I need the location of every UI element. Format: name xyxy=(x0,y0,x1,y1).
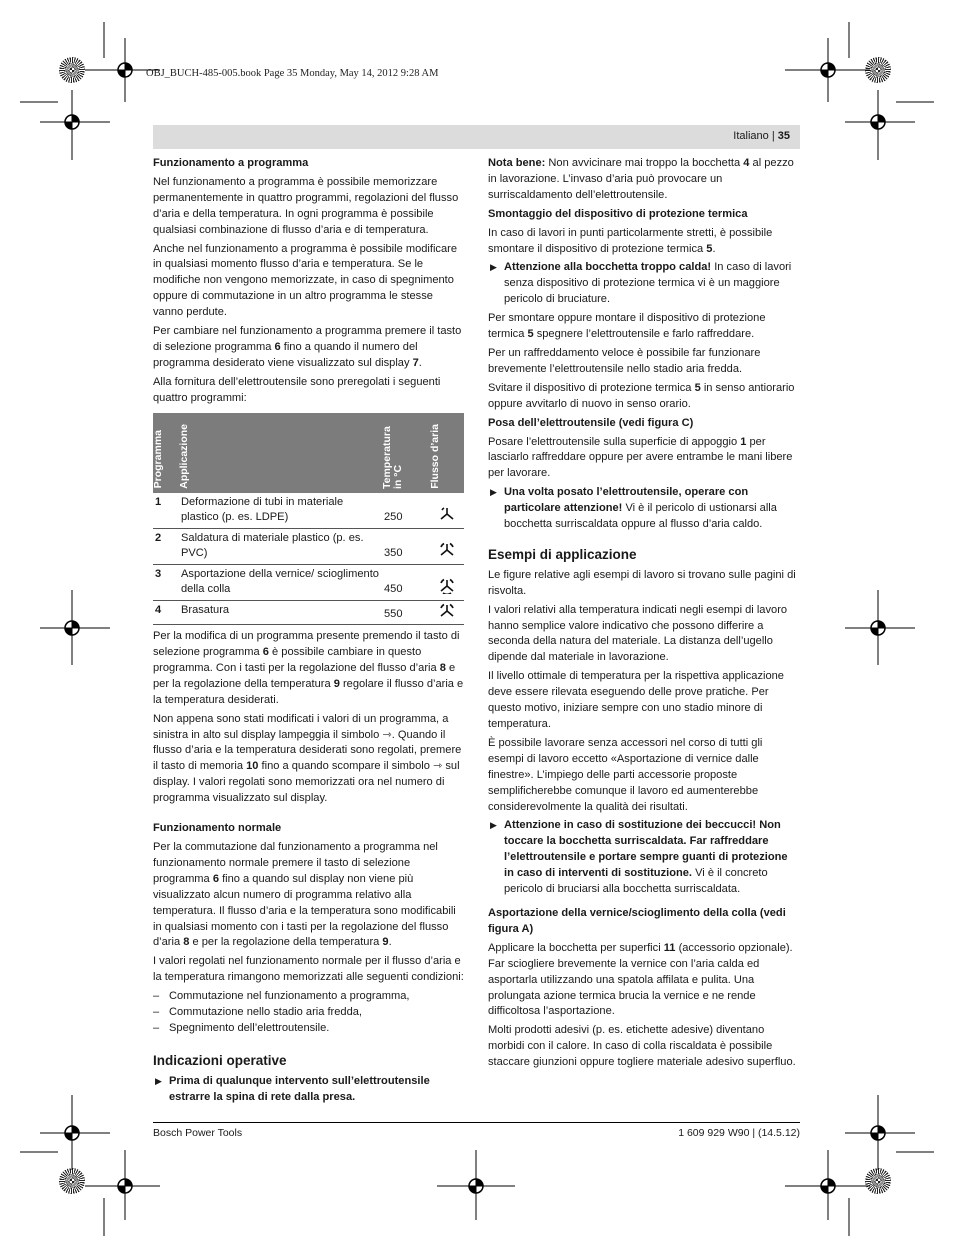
memory-blink-icon: ⇾ xyxy=(432,760,443,773)
footer-rule xyxy=(153,1122,800,1123)
header-text xyxy=(733,130,790,142)
program-table xyxy=(153,413,464,626)
program-temperature: 250 xyxy=(382,493,430,529)
airflow-2-icon xyxy=(438,603,456,619)
table-row xyxy=(153,528,464,564)
section-heading: Indicazioni operative xyxy=(153,1052,287,1068)
paragraph: Nota bene: Non avvicinare mai troppo la bocchetta 4 al pezzo in lavorazione. L’invaso d’aria può provocare un surriscaldamento dell’elettroutensile. xyxy=(488,157,794,201)
header-separator: | xyxy=(771,130,775,142)
paragraph: Il livello ottimale di temperatura per la rispettiva applicazione deve essere rilevata eseguendo delle prove pratiche. Per questo motivo, iniziare sempre con uno stadio minore di temperatura. xyxy=(488,670,784,730)
warning-bullet: ▶ Attenzione in caso di sostituzione dei beccucci! Non toccare la bocchetta surriscaldata. Far raffreddare l’elettroutensile e portare sempre guanti di protezione in caso di interventi di sostituzione. Vi è il concreto pericolo di bruciarsi alla bocchetta surriscaldata. xyxy=(490,819,788,896)
memory-blink-icon: ⇾ xyxy=(382,728,392,741)
paragraph: Per smontare oppure montare il dispositivo di protezione termica 5 spegnere l’elettroutensile e farlo raffreddare. xyxy=(488,312,766,341)
page-header xyxy=(153,125,800,149)
paragraph: Per un raffreddamento veloce è possibile far funzionare brevemente l’elettroutensile nello stadio aria fredda. xyxy=(488,346,761,375)
section-title: Funzionamento a programma xyxy=(153,157,309,169)
bullet-triangle-icon: ▶ xyxy=(490,487,497,498)
paragraph: Svitare il dispositivo di protezione termica 5 in senso antiorario oppure avvitarlo di nuovo in senso orario. xyxy=(488,381,795,410)
footer-brand: Bosch Power Tools xyxy=(153,1127,243,1139)
column-header: Flusso d’aria xyxy=(429,423,441,489)
section-title: Funzionamento normale xyxy=(153,822,282,835)
section-title: Posa dell’elettroutensile (vedi figura C) xyxy=(488,416,694,429)
list-item: – Commutazione nel funzionamento a programma, xyxy=(153,990,410,1003)
table-row xyxy=(153,600,464,625)
right-column xyxy=(488,156,799,1074)
section-title: Smontaggio del dispositivo di protezione termica xyxy=(488,207,748,220)
paragraph: È possibile lavorare senza accessori nel corso di tutti gli esempi di lavoro eccetto «Asportazione di vernice dalle finestre». L’impiego delle parti accessorie proposte semplificherebbe comunque il lavoro ed aumenterebbe considerevolmente la qualità dei risultati. xyxy=(488,736,763,813)
program-temperature: 450 xyxy=(382,564,430,600)
program-temperature: 550 xyxy=(382,600,430,625)
warning-bullet: ▶ Una volta posato l’elettroutensile, operare con particolare attenzione! Vi è il pericolo di ustionarsi alla bocchetta surriscaldata oppure al flusso d’aria caldo. xyxy=(490,486,777,531)
program-number: 2 xyxy=(153,528,179,564)
paragraph: Posare l’elettroutensile sulla superficie di appoggio 1 per lasciarlo raffreddare oppure per avere entrambe le mani libere per lavorare. xyxy=(488,435,793,480)
paragraph: Per la modifica di un programma presente premendo il tasto di selezione programma 6 è possibile cambiare in questo programma. Con i tasti per la regolazione del flusso d’aria 8 e per la regolazione della temperatura 9 regolare il flusso d’aria e la temperatura desiderati. xyxy=(153,630,464,706)
paragraph: Anche nel funzionamento a programma è possibile modificare in qualsiasi momento flusso d’aria e temperatura. Se le modifiche non vengono memorizzate, in caso di spegnimento oppure di commutazione in un altro programma le stesse vanno perdute. xyxy=(153,242,458,319)
program-number: 4 xyxy=(153,600,179,625)
program-application: Saldatura di materiale plastico (p. es. PVC) xyxy=(179,528,382,564)
warning-bullet: ▶ Prima di qualunque intervento sull’elettroutensile estrarre la spina di rete dalla presa. xyxy=(155,1074,430,1103)
table-row xyxy=(153,493,464,529)
paragraph: In caso di lavori in punti particolarmente stretti, è possibile smontare il dispositivo di protezione termica 5. xyxy=(488,226,773,255)
list-item: – Spegnimento dell’elettroutensile. xyxy=(153,1021,330,1034)
program-application: Deformazione di tubi in materiale plastico (p. es. LDPE) xyxy=(179,493,382,529)
paragraph: Applicare la bocchetta per superfici 11 (accessorio opzionale). Far sciogliere brevemente la vernice con l’aria calda ed asportarla utilizzando una spatola affilata e pulita. Una prolungata azione termica brucia la vernice e ne rende difficoltosa l’asportazione. xyxy=(488,941,793,1018)
paragraph: Molti prodotti adesivi (p. es. etichette adesive) diventano morbidi con il calore. In caso di colla riscaldata è possibile staccare giunzioni oppure togliere materiale adesivo superfluo. xyxy=(488,1024,796,1069)
paragraph: Nel funzionamento a programma è possibile memorizzare permanentemente in quattro programmi, regolazioni del flusso d’aria e della temperatura. In ogni programma è possibile qualsiasi combinazione di flusso d’aria e di temperatura. xyxy=(153,175,459,236)
paragraph: I valori relativi alla temperatura indicati negli esempi di lavoro hanno semplice valore indicativo che possono differire a seconda della natura del materiale. La distanza dell’ugello dipende dal materiale in lavorazione. xyxy=(488,603,788,664)
program-number: 1 xyxy=(153,493,179,529)
program-number: 3 xyxy=(153,564,179,600)
page-number: 35 xyxy=(777,130,790,142)
program-temperature: 350 xyxy=(382,528,430,564)
bullet-triangle-icon: ▶ xyxy=(490,262,497,273)
table-header-row xyxy=(153,413,464,493)
list-item: – Commutazione nello stadio aria fredda, xyxy=(153,1006,363,1019)
bullet-triangle-icon: ▶ xyxy=(155,1075,162,1086)
left-column xyxy=(153,156,464,1109)
paragraph: Per cambiare nel funzionamento a programma premere il tasto di selezione programma 6 fino a quando il numero del programma desiderato viene visualizzato sul display 7. xyxy=(153,325,462,369)
program-application: Brasatura xyxy=(179,600,382,625)
book-info-line: OBJ_BUCH-485-005.book Page 35 Monday, May 14, 2012 9:28 AM xyxy=(146,68,439,79)
header-language: Italiano xyxy=(733,130,769,142)
bullet-triangle-icon: ▶ xyxy=(490,820,497,831)
paragraph: Non appena sono stati modificati i valori di un programma, a sinistra in alto sul display lampeggia il simbolo ⇾. Quando il flusso d’aria e la temperatura desiderati sono regolati, premere il tasto di memoria 10 fino a quando scompare il simbolo ⇾ sul display. I valori regolati sono memorizzati ora nel numero di programma visualizzato sul display. xyxy=(153,712,462,805)
paragraph: Per la commutazione dal funzionamento a programma nel funzionamento normale premere il tasto di selezione programma 6 fino a quando sul display non viene più visualizzato alcun numero di programma relativo alla temperatura. Il flusso d’aria e la temperatura sono modificabili in qualsiasi momento con i tasti per la regolazione del flusso d’aria 8 e per la regolazione della temperatura 9. xyxy=(153,840,456,949)
paragraph: I valori regolati nel funzionamento normale per il flusso d’aria e la temperatura rimangono memorizzati alle seguenti condizioni: xyxy=(153,955,464,984)
paragraph: Alla fornitura dell’elettroutensile sono preregolati i seguenti quattro programmi: xyxy=(153,375,441,404)
airflow-3-icon xyxy=(438,578,456,594)
airflow-1-icon xyxy=(438,506,456,522)
airflow-2-icon xyxy=(438,542,456,558)
column-header: Programma xyxy=(152,430,164,489)
section-heading: Esempi di applicazione xyxy=(488,546,637,562)
column-header: Applicazione xyxy=(178,423,190,489)
section-title: Asportazione della vernice/scioglimento della colla (vedi figura A) xyxy=(488,906,786,935)
table-row xyxy=(153,564,464,600)
footer-doc-number: 1 609 929 W90 | (14.5.12) xyxy=(678,1127,800,1139)
paragraph: Le figure relative agli esempi di lavoro si trovano sulle pagini di risvolta. xyxy=(488,568,796,597)
program-application: Asportazione della vernice/ scioglimento della colla xyxy=(179,564,382,600)
column-header: Temperatura in °C xyxy=(381,425,404,489)
warning-bullet: ▶ Attenzione alla bocchetta troppo calda! In caso di lavori senza dispositivo di protezione termica vi è un maggiore pericolo di bruciature. xyxy=(490,261,792,306)
